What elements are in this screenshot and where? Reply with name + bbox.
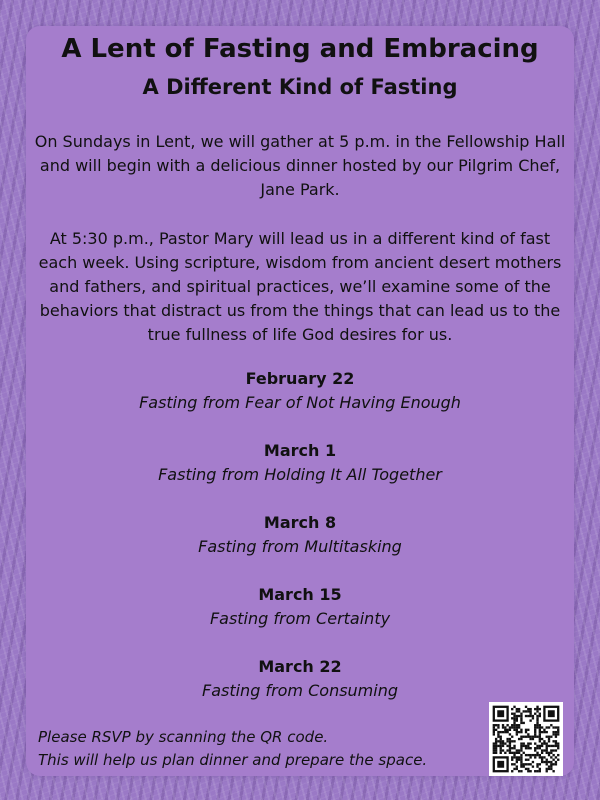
qr-code-icon[interactable] [489, 702, 563, 776]
page-title: A Lent of Fasting and Embracing [61, 34, 539, 64]
rsvp-line-2: This will help us plan dinner and prepare the space. [38, 751, 428, 769]
schedule-topic: Fasting from Holding It All Together [158, 465, 442, 484]
schedule-item [0, 511, 600, 583]
schedule-item [0, 367, 600, 439]
schedule-item [0, 583, 600, 655]
schedule-date: February 22 [245, 369, 355, 388]
schedule-topic: Fasting from Fear of Not Having Enough [139, 393, 461, 412]
schedule-date: March 8 [263, 513, 337, 532]
schedule-date: March 22 [258, 657, 342, 676]
details-paragraph: At 5:30 p.m., Pastor Mary will lead us in a different kind of fast each week. Using scripture, wisdom from ancient desert mothers and fathers, and spiritual practices, we’ll examine some of the behaviors that distract us from the things that can lead us to the true fullness of life God desires for us. [38, 229, 562, 344]
qr-code-graphic [489, 702, 563, 776]
schedule-date: March 1 [263, 441, 337, 460]
rsvp-note [38, 726, 488, 772]
intro-paragraph: On Sundays in Lent, we will gather at 5 p.m. in the Fellowship Hall and will begin with a delicious dinner hosted by our Pilgrim Chef, Jane Park. [34, 132, 566, 199]
schedule-topic: Fasting from Certainty [209, 609, 391, 628]
schedule-date: March 15 [258, 585, 342, 604]
schedule-topic: Fasting from Multitasking [198, 537, 402, 556]
schedule-list [0, 367, 600, 727]
rsvp-line-1: Please RSVP by scanning the QR code. [38, 728, 329, 746]
schedule-item [0, 439, 600, 511]
page-subtitle: A Different Kind of Fasting [142, 75, 458, 99]
schedule-topic: Fasting from Consuming [201, 681, 399, 700]
